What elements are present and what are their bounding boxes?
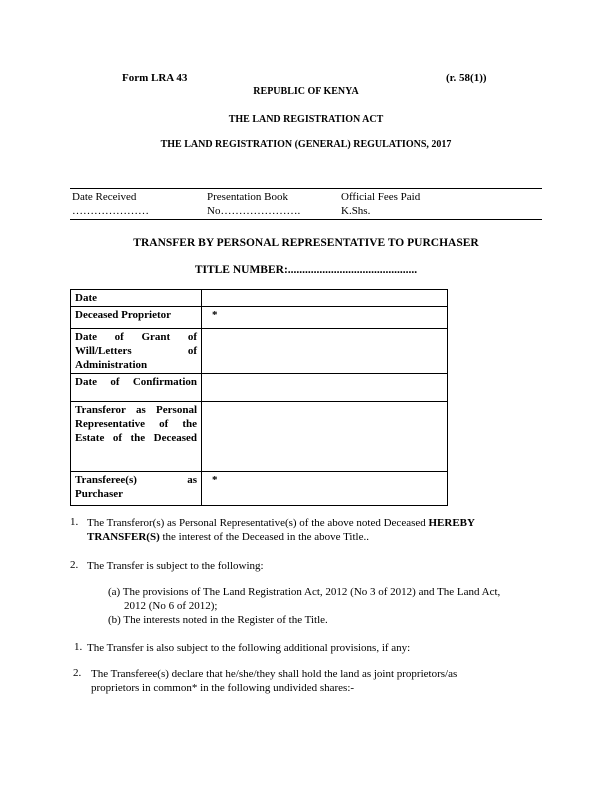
date-received-blank[interactable]: ………………… xyxy=(72,205,149,217)
row-label-transferor: Transferor as Personal Representative of the Estate of the Deceased xyxy=(71,402,202,472)
receipt-bottom-rule xyxy=(70,219,542,220)
title-number[interactable]: TITLE NUMBER:............................................. xyxy=(194,264,418,276)
presentation-book-block xyxy=(207,190,300,218)
act-heading: THE LAND REGISTRATION ACT xyxy=(228,114,384,125)
date-received-block xyxy=(72,190,149,218)
document-title: TRANSFER BY PERSONAL REPRESENTATIVE TO PURCHASER xyxy=(133,237,479,249)
row-label-date-of-confirmation: Date of Confirmation xyxy=(71,374,202,402)
row-label-date: Date xyxy=(71,290,202,307)
clause-3-number: 1. xyxy=(74,641,83,653)
row-value-date-of-confirmation[interactable] xyxy=(202,374,448,402)
row-label-transferee: Transferee(s) as Purchaser xyxy=(71,472,202,506)
fees-block xyxy=(341,190,420,218)
table-row xyxy=(71,402,448,472)
clause-1-text: The Transferor(s) as Personal Representative(s) of the above noted Deceased HEREBY TRANSFER(S) the interest of the Deceased in the above Title.. xyxy=(87,517,475,543)
table-row xyxy=(71,290,448,307)
row-value-date[interactable] xyxy=(202,290,448,307)
row-value-deceased-proprietor[interactable]: * xyxy=(202,307,448,329)
form-code: Form LRA 43 xyxy=(122,72,188,84)
clause-4-number: 2. xyxy=(73,667,82,679)
clause-1-number: 1. xyxy=(70,516,79,528)
clause-2a: (a) The provisions of The Land Registration Act, 2012 (No 3 of 2012) and The Land Act, 2012 (No 6 of 2012); xyxy=(108,586,501,612)
row-label-date-of-grant: Date of Grant of Will/Letters of Administration xyxy=(71,329,202,374)
table-row xyxy=(71,374,448,402)
details-table xyxy=(70,289,448,506)
table-row xyxy=(71,472,448,506)
row-value-transferor[interactable] xyxy=(202,402,448,472)
regulations-heading: THE LAND REGISTRATION (GENERAL) REGULATIONS, 2017 xyxy=(160,139,452,150)
rule-reference: (r. 58(1)) xyxy=(446,72,487,84)
row-label-deceased-proprietor: Deceased Proprietor xyxy=(71,307,202,329)
presentation-book-label: Presentation Book xyxy=(207,191,288,203)
clause-3-text: The Transfer is also subject to the following additional provisions, if any: xyxy=(87,642,411,654)
presentation-book-no[interactable]: No…………………. xyxy=(207,205,301,217)
fees-label: Official Fees Paid xyxy=(341,191,421,203)
clause-2-number: 2. xyxy=(70,559,79,571)
row-value-date-of-grant[interactable] xyxy=(202,329,448,374)
table-row xyxy=(71,307,448,329)
fees-currency[interactable]: K.Shs. xyxy=(341,205,371,217)
receipt-top-rule xyxy=(70,188,542,189)
clause-4-text: The Transferee(s) declare that he/she/they shall hold the land as joint proprietors/as proprietors in common* in the following undivided shares:- xyxy=(91,668,458,694)
table-row xyxy=(71,329,448,374)
clause-2-text: The Transfer is subject to the following: xyxy=(87,560,264,572)
row-value-transferee[interactable]: * xyxy=(202,472,448,506)
date-received-label: Date Received xyxy=(72,191,137,203)
republic-heading: REPUBLIC OF KENYA xyxy=(253,86,359,97)
clause-2b: (b) The interests noted in the Register of the Title. xyxy=(108,614,328,626)
